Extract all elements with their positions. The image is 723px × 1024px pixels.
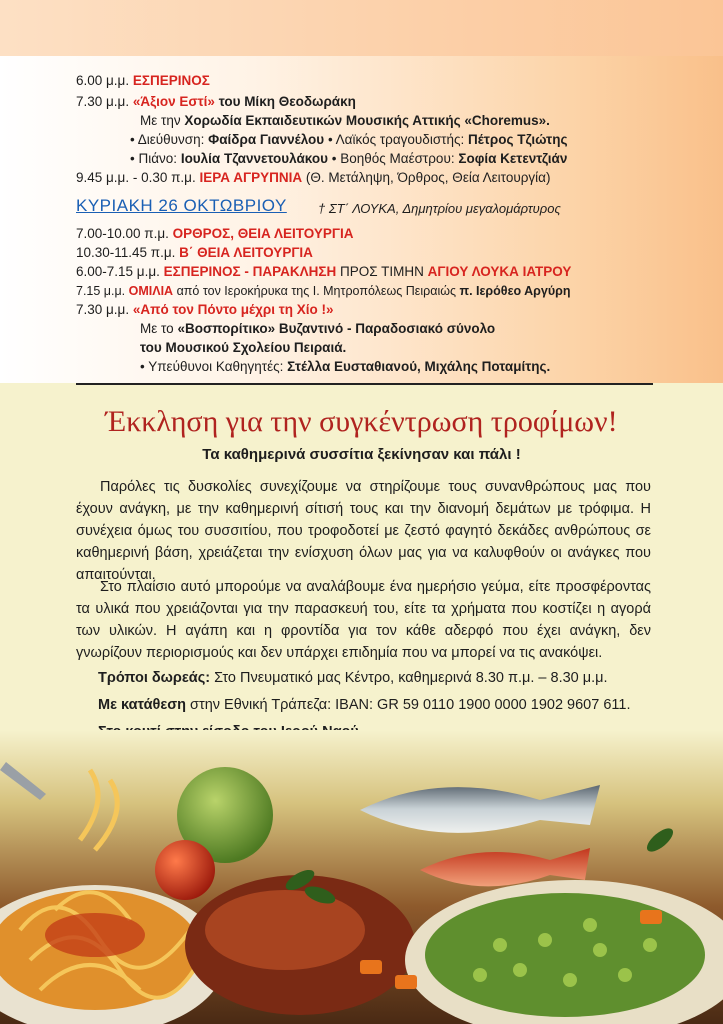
ensemble-school: του Μουσικού Σχολείου Πειραιά. (140, 340, 347, 355)
appeal-paragraph: Στο πλαίσιο αυτό μπορούμε να αναλάβουμε ένα ημερήσιο γεύμα, είτε προσφέροντας τα υλικά που χρειάζονται για την παρασκευή του, είτε τα χρήματα που κοστίζει η αγορά των υλικών. Η αγάπη και η φροντίδα για τον κάθε αδερφό που έχει ανάγκη, δεν γνωρίζουν περιορισμούς και δεν υπάρχει επιδημία που να μπορεί να τις ανακόψει. (76, 579, 651, 661)
credits-line: • Διεύθυνση: Φαίδρα Γιαννέλου • Λαϊκός τραγουδιστής: Πέτρος Τζιώτης (130, 132, 568, 147)
event: ΕΣΠΕΡΙΝΟΣ - ΠΑΡΑΚΛΗΣΗ (163, 264, 337, 279)
sauce (45, 913, 145, 957)
time: 9.45 μ.μ. - 0.30 π.μ. (76, 170, 196, 185)
time: 7.15 μ.μ. (76, 284, 126, 298)
choir-line: Με την Χορωδία Εκπαιδευτικών Μουσικής Αττικής «Choremus». (140, 113, 550, 128)
sunday-heading: ΚΥΡΙΑΚΗ 26 ΟΚΤΩΒΡΙΟΥ (76, 196, 287, 215)
appeal-subtitle: Τα καθημερινά συσσίτια ξεκίνησαν και πάλι ! (202, 446, 521, 463)
choir-name: Χορωδία Εκπαιδευτικών Μουσικής Αττικής «Choremus». (184, 113, 550, 128)
event: «Άξιον Εστί» (132, 94, 215, 109)
ensemble-name: «Βοσπορίτικο» Βυζαντινό - Παραδοσιακό σύνολο (177, 321, 496, 336)
saint-name: ΑΓΙΟΥ ΛΟΥΚΑ ΙΑΤΡΟΥ (427, 264, 572, 279)
time: 6.00-7.15 μ.μ. (76, 264, 160, 279)
fish (360, 785, 600, 833)
event: ΟΡΘΡΟΣ, ΘΕΙΑ ΛΕΙΤΟΥΡΓΙΑ (172, 226, 354, 241)
schedule-line: 6.00-7.15 μ.μ. ΕΣΠΕΡΙΝΟΣ - ΠΑΡΑΚΛΗΣΗ ΠΡΟΣ ΤΙΜΗΝ ΑΓΙΟΥ ΛΟΥΚΑ ΙΑΤΡΟΥ (76, 264, 572, 279)
schedule-line (76, 225, 354, 243)
event: «Από τον Πόντο μέχρι τη Χίο !» (132, 302, 334, 317)
food-illustration (0, 730, 723, 1024)
schedule-line (76, 93, 356, 111)
time: 7.00-10.00 π.μ. (76, 226, 169, 241)
time: 7.30 μ.μ. (76, 302, 130, 317)
peas (425, 893, 705, 1017)
event: ΕΣΠΕΡΙΝΟΣ (132, 73, 210, 88)
feast-day: † ΣΤ΄ ΛΟΥΚΑ, Δημητρίου μεγαλομάρτυρος (318, 201, 561, 216)
schedule-line (76, 169, 550, 187)
schedule-line (76, 72, 210, 90)
ensemble-line: Με το «Βοσπορίτικο» Βυζαντινό - Παραδοσιακό σύνολο (140, 321, 496, 336)
appeal-paragraph: Παρόλες τις δυσκολίες συνεχίζουμε να στηρίζουμε τους συνανθρώπους μας που έχουν ανάγκη, με την καθημερινή σίτισή τους και την διανομή δεμάτων με τρόφιμα. Η συνέχεια όμως του συσσιτίου, που τροφοδοτεί με ζεστό φαγητό δεκάδες ανθρώπους σε καθημερινή βάση, χρειάζεται την ενίσχυση όλων μας για να καλυφθούν οι ανάγκες που απαιτούνται. (76, 479, 651, 583)
event: ΙΕΡΑ ΑΓΡΥΠΝΙΑ (199, 170, 303, 185)
event-details: (Θ. Μετάληψη, Όρθρος, Θεία Λειτουργία) (305, 170, 551, 185)
appeal-title: Έκκληση για την συγκέντρωση τροφίμων! (105, 405, 618, 438)
food-photo (0, 730, 723, 1024)
time: 10.30-11.45 π.μ. (76, 245, 176, 260)
divider (76, 383, 653, 385)
top-band (0, 0, 723, 56)
donation-line: Τρόποι δωρεάς: Στο Πνευματικό μας Κέντρο, καθημερινά 8.30 π.μ. – 8.30 μ.μ. (98, 670, 608, 686)
event: ΟΜΙΛΙΑ (128, 284, 174, 298)
donation-line: Με κατάθεση στην Εθνική Τράπεζα: IBAN: GR 59 0110 1900 0000 1902 9607 611. (98, 697, 631, 713)
credits-line: • Υπεύθυνοι Καθηγητές: Στέλλα Ευσταθιανού, Μιχάλης Ποταμίτης. (140, 359, 551, 374)
schedule-line (76, 301, 334, 319)
tomato (155, 840, 215, 900)
credits-line: • Πιάνο: Ιουλία Τζαννετουλάκου • Βοηθός Μαέστρου: Σοφία Κετεντζιάν (130, 151, 568, 166)
time: 7.30 μ.μ. (76, 94, 130, 109)
event: Β΄ ΘΕΙΑ ΛΕΙΤΟΥΡΓΙΑ (179, 245, 313, 260)
schedule-line: 7.15 μ.μ. ΟΜΙΛΙΑ από τον Ιεροκήρυκα της Ι. Μητροπόλεως Πειραιώς π. Ιερόθεο Αργύρη (76, 284, 571, 298)
schedule-line (76, 244, 313, 262)
fork (0, 762, 46, 800)
speaker: π. Ιερόθεο Αργύρη (459, 284, 571, 298)
composer: του Μίκη Θεοδωράκη (218, 94, 356, 109)
time: 6.00 μ.μ. (76, 73, 130, 88)
